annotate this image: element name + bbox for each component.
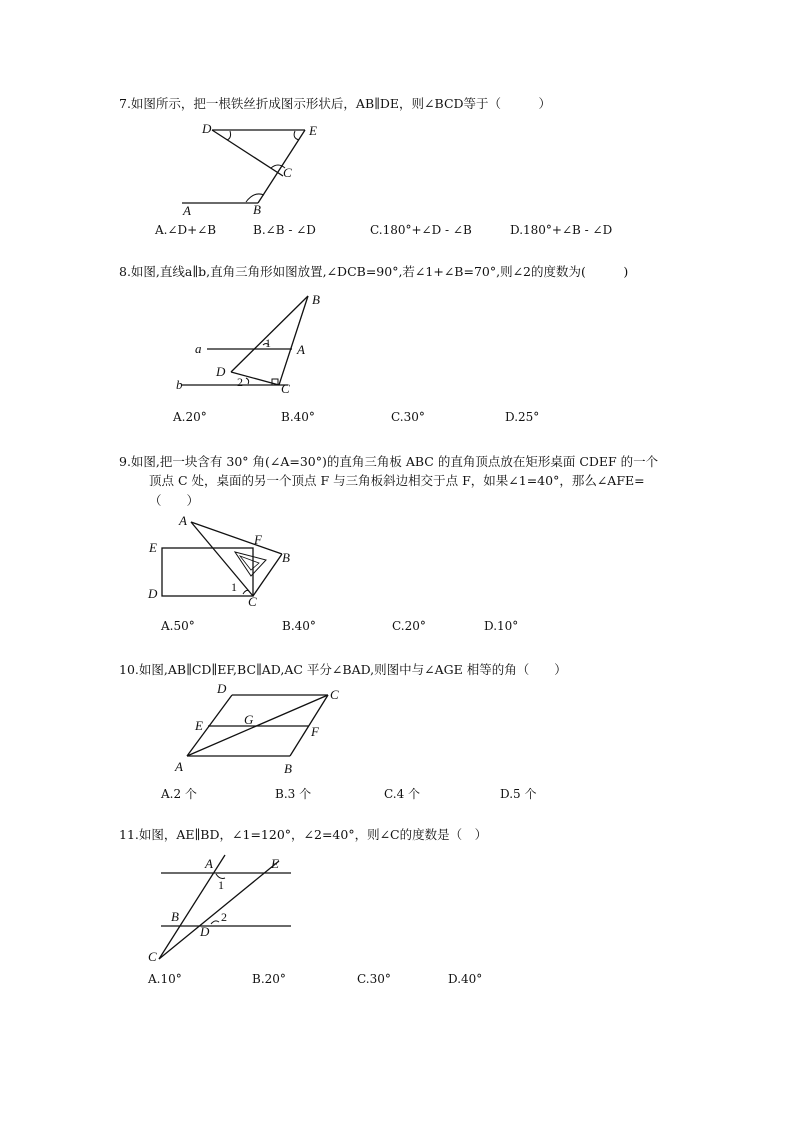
q9-option-c[interactable]: C.20° (392, 619, 426, 633)
q10-label-C: C (330, 687, 339, 702)
q9-stem-line3: （ ） (149, 493, 200, 508)
q9-stem-line1: 9.如图,把一块含有 30° 角(∠A=30°)的直角三角板 ABC 的直角顶点放在矩形桌面 CDEF 的一个 (119, 454, 659, 469)
q10-option-a[interactable]: A.2 个 (161, 787, 197, 801)
q11-option-a[interactable]: A.10° (148, 972, 182, 986)
q10-stem: 10.如图,AB∥CD∥EF,BC∥AD,AC 平分∠BAD,则图中与∠AGE 相等的角（ ） (119, 662, 567, 677)
q10-label-A: A (175, 759, 183, 774)
q8-label-A: A (297, 342, 305, 357)
q8-label-2: 2 (237, 375, 243, 389)
q11-figure (145, 847, 305, 967)
q8-stem: 8.如图,直线a∥b,直角三角形如图放置,∠DCB=90°,若∠1+∠B=70°,则∠2的度数为( ) (119, 264, 629, 279)
q7-label-D: D (202, 121, 212, 136)
q9-label-1: 1 (231, 580, 237, 594)
q10-label-D: D (217, 681, 227, 696)
q7-figure (170, 118, 330, 218)
q9-stem-line2: 顶点 C 处，桌面的另一个顶点 F 与三角板斜边相交于点 F，如果∠1=40°，那么∠AFE= (149, 473, 645, 488)
q10-figure (170, 682, 350, 777)
q8-label-1: 1 (265, 336, 271, 350)
q9-figure (145, 512, 305, 612)
q10-label-G: G (244, 712, 254, 727)
q11-label-B: B (171, 909, 179, 924)
q11-label-C: C (148, 949, 157, 964)
q11-option-b[interactable]: B.20° (252, 972, 286, 986)
q11-label-1: 1 (218, 878, 224, 892)
q9-label-F: F (254, 532, 262, 547)
q10-option-c[interactable]: C.4 个 (384, 787, 421, 801)
q7-label-E: E (309, 123, 317, 138)
q7-label-A: A (183, 203, 191, 218)
q7-option-b[interactable]: B.∠B - ∠D (253, 223, 316, 237)
q10-label-E: E (195, 718, 203, 733)
q11-option-d[interactable]: D.40° (448, 972, 483, 986)
q7-option-d[interactable]: D.180°+∠B - ∠D (510, 223, 613, 237)
q11-label-A: A (205, 856, 213, 871)
q8-figure (170, 290, 330, 400)
q9-label-C: C (248, 594, 257, 609)
q7-label-C: C (283, 165, 292, 180)
q9-option-d[interactable]: D.10° (484, 619, 519, 633)
q11-stem: 11.如图，AE∥BD，∠1=120°，∠2=40°，则∠C的度数是（ ） (119, 827, 488, 842)
q11-label-D: D (200, 924, 210, 939)
q8-label-b: b (176, 377, 183, 392)
q9-option-a[interactable]: A.50° (161, 619, 195, 633)
q8-label-B: B (312, 292, 320, 307)
q7-stem: 7.如图所示，把一根铁丝折成图示形状后，AB∥DE，则∠BCD等于（ ） (119, 96, 552, 111)
q8-label-D: D (216, 364, 226, 379)
q8-option-d[interactable]: D.25° (505, 410, 540, 424)
q9-label-E: E (149, 540, 157, 555)
q7-option-a[interactable]: A.∠D+∠B (155, 223, 217, 237)
q8-option-a[interactable]: A.20° (173, 410, 207, 424)
q9-label-D: D (148, 586, 158, 601)
q8-label-C: C (281, 381, 290, 396)
q8-option-b[interactable]: B.40° (281, 410, 315, 424)
q10-label-F: F (311, 724, 319, 739)
q11-option-c[interactable]: C.30° (357, 972, 391, 986)
q9-label-B: B (282, 550, 290, 565)
q9-label-A: A (179, 513, 187, 528)
q10-option-d[interactable]: D.5 个 (500, 787, 537, 801)
q8-option-c[interactable]: C.30° (391, 410, 425, 424)
q10-label-B: B (284, 761, 292, 776)
q7-label-B: B (253, 202, 261, 217)
q8-label-a: a (195, 341, 202, 356)
q11-label-2: 2 (221, 910, 227, 924)
q11-label-E: E (271, 856, 279, 871)
q9-option-b[interactable]: B.40° (282, 619, 316, 633)
q7-option-c[interactable]: C.180°+∠D - ∠B (370, 223, 472, 237)
q10-option-b[interactable]: B.3 个 (275, 787, 312, 801)
